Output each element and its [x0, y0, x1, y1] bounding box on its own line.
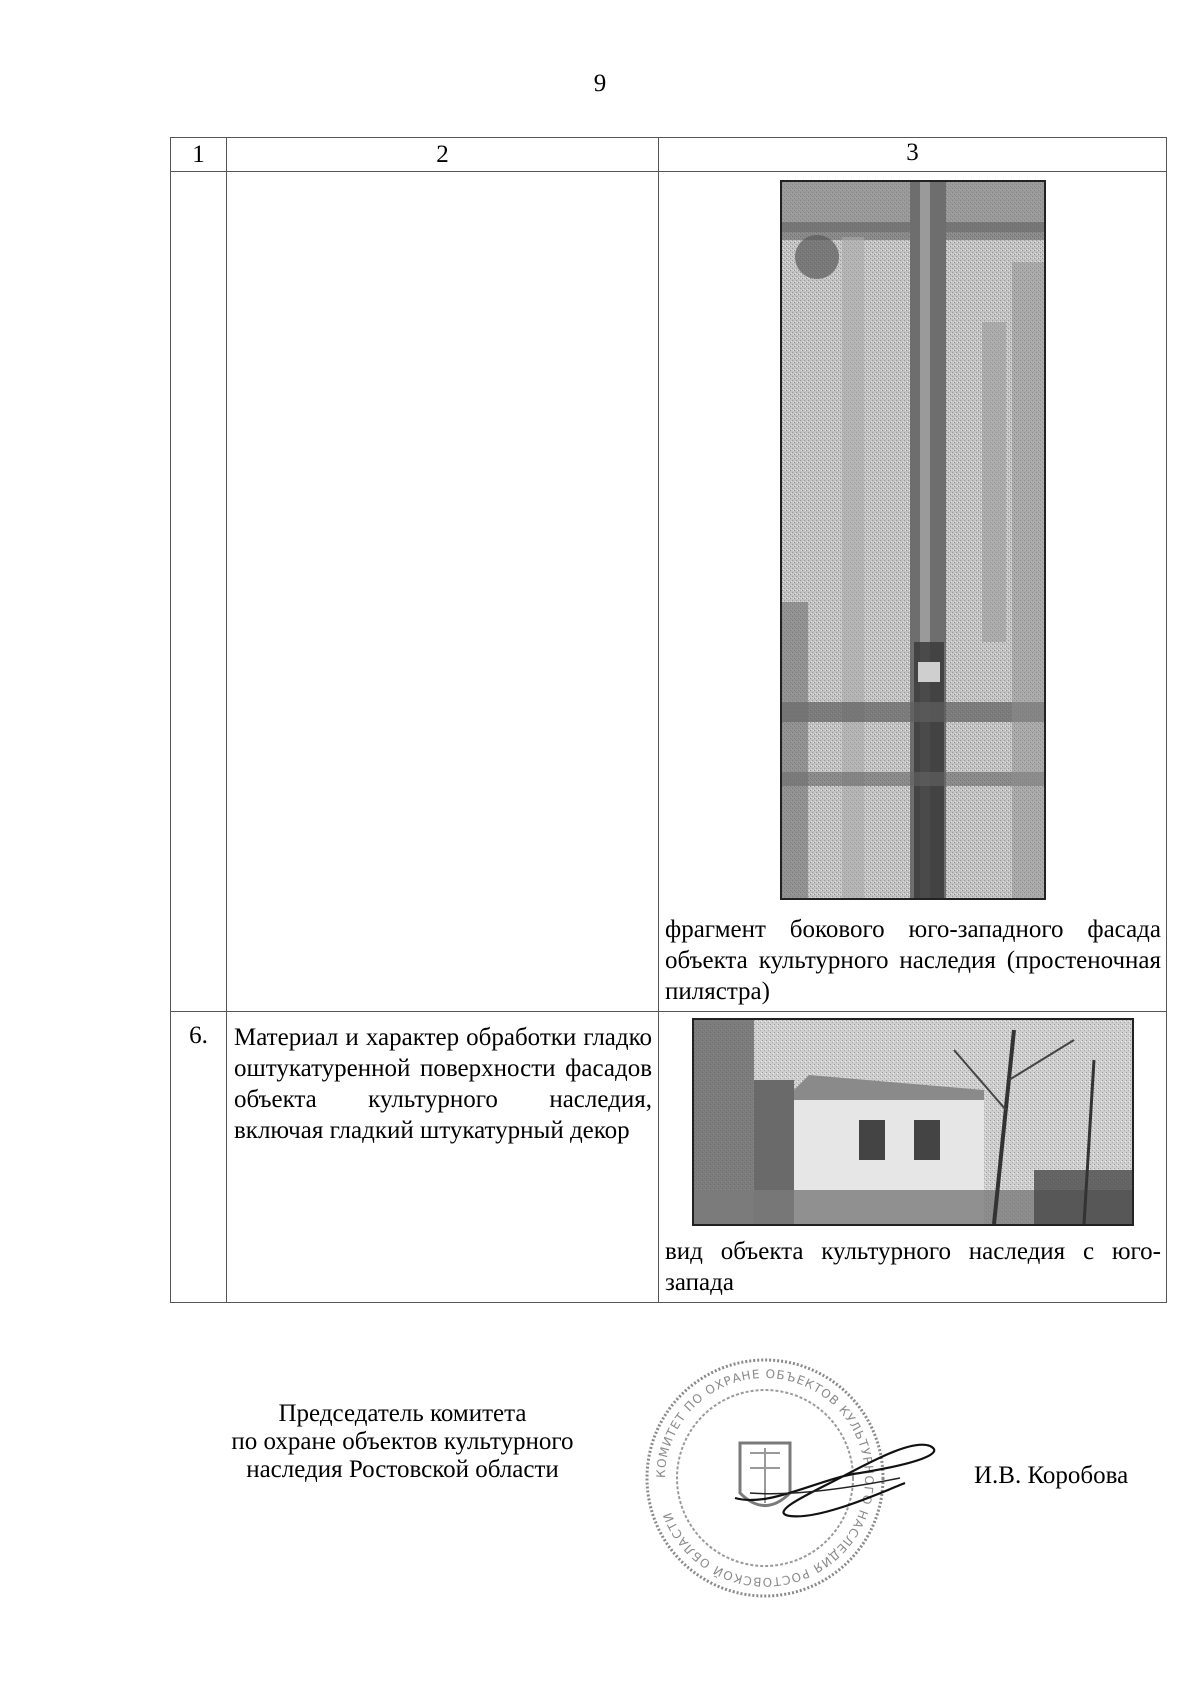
photo-caption: фрагмент бокового юго-западного фасада объекта культурного наследия (простеночная пилястра): [665, 916, 1161, 1005]
header-col-2: 2: [227, 138, 659, 172]
header-col-3: 3: [659, 138, 1167, 172]
photo-cell: [659, 1012, 1167, 1303]
table-row: [171, 1012, 1167, 1303]
page-number: 9: [593, 70, 607, 97]
signatory-title-line: по охране объектов культурного: [231, 1428, 574, 1455]
svg-text:КОМИТЕТ ПО ОХРАНЕ ОБЪЕКТОВ КУЛ: КОМИТЕТ ПО ОХРАНЕ ОБЪЕКТОВ КУЛЬТУРНОГО НАСЛЕДИЯ РОСТОВСКОЙ ОБЛАСТИ: [653, 1366, 877, 1590]
table-row: [171, 172, 1167, 1012]
signatory-title-line: наследия Ростовской области: [246, 1456, 559, 1483]
photo-cell: [659, 172, 1167, 1012]
facade-pilaster-photo: [780, 180, 1046, 900]
building-southwest-view-photo: [692, 1018, 1134, 1226]
row-number: [171, 172, 227, 1012]
row-description: Материал и характер обработки гладко оштукатуренной поверхности фасадов объекта культурного наследия, включая гладкий штукатурный декор: [227, 1012, 659, 1303]
table-header-row: [171, 138, 1167, 172]
row-description: [227, 172, 659, 1012]
signatory-title-line: Председатель комитета: [278, 1400, 527, 1427]
heritage-table: [170, 137, 1167, 1303]
handwritten-signature: [730, 1438, 950, 1528]
signatory-name: И.В. Коробова: [974, 1462, 1129, 1489]
photo-caption: вид объекта культурного наследия с юго-запада: [665, 1238, 1161, 1296]
row-number: 6.: [171, 1012, 227, 1303]
header-col-1: 1: [171, 138, 227, 172]
signatory-title: [180, 1400, 625, 1484]
